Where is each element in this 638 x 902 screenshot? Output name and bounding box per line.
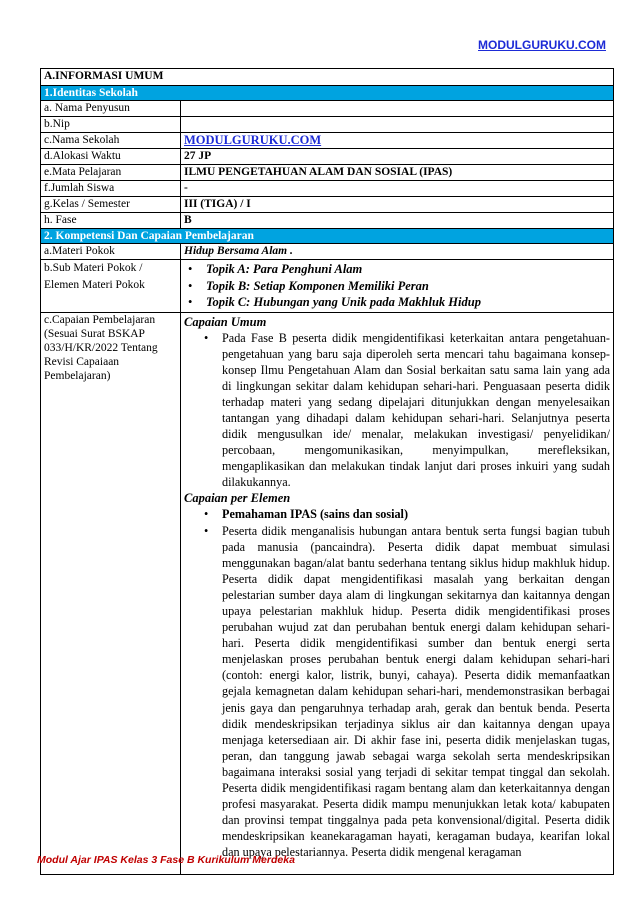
capaian-elemen-list	[184, 506, 610, 860]
identity-label: d.Alokasi Waktu	[41, 149, 181, 165]
materi-pokok-value: Hidup Bersama Alam .	[181, 244, 614, 260]
identity-label: a. Nama Penyusun	[41, 101, 181, 117]
identity-value: B	[181, 213, 614, 229]
capaian-label: c.Capaian Pembelajaran (Sesuai Surat BSKAP 033/H/KR/2022 Tentang Revisi Capaiaan Pembelajaran)	[41, 312, 181, 874]
identity-value: 27 JP	[181, 149, 614, 165]
identity-title: 1.Identitas Sekolah	[41, 86, 614, 101]
identity-value: III (TIGA) / I	[181, 197, 614, 213]
sub-materi-row	[41, 260, 614, 313]
capaian-umum-text: • Pada Fase B peserta didik mengidentifikasi keterkaitan antara pengetahuan- pengetahuan yang baru saja diperoleh serta mencari tahu bagaimana konsep- konsep Ilmu Pengetahuan Alam dan Sosial berkaitan satu sama lain yang ada di lingkungan sekitar dalam kehidupan sehari-hari. Penguasaan peserta didik terhadap materi yang sedang dipelajari ditunjukkan dengan menyelesaikan tantangan yang dihadapi dalam kehidupan sehari-hari. Selanjutnya peserta didik mengusulkan ide/ menalar, melakukan investigasi/ penyelidikan/ percobaan, mengomunikasikan, menyimpulkan, merefleksikan, mengaplikasikan dan melakukan tindak lanjut dari proses inkuiri yang sudah dilakukannya.	[222, 330, 610, 491]
capaian-umum-list	[184, 330, 610, 491]
footer-text: Modul Ajar IPAS Kelas 3 Fase B Kurikulum Merdeka	[37, 854, 295, 866]
identity-value	[181, 101, 614, 117]
topic-list	[184, 261, 610, 311]
section-a-title: A.INFORMASI UMUM	[41, 69, 614, 86]
identity-row	[41, 181, 614, 197]
capaian-cell	[181, 312, 614, 874]
section-a-row	[41, 69, 614, 86]
competency-header-row	[41, 229, 614, 244]
identity-row	[41, 149, 614, 165]
school-name-link[interactable]: MODULGURUKU.COM	[181, 133, 614, 149]
identity-label: g.Kelas / Semester	[41, 197, 181, 213]
identity-row	[41, 117, 614, 133]
capaian-elemen-title: Capaian per Elemen	[184, 491, 291, 506]
identity-label: h. Fase	[41, 213, 181, 229]
identity-row	[41, 101, 614, 117]
identity-row	[41, 133, 614, 149]
identity-row	[41, 213, 614, 229]
elemen-heading: • Pemahaman IPAS (sains dan sosial)	[222, 506, 610, 522]
topics-cell	[181, 260, 614, 313]
sub-materi-label-line: b.Sub Materi Pokok /	[44, 262, 143, 274]
identity-row	[41, 197, 614, 213]
identity-value	[181, 117, 614, 133]
capaian-row	[41, 312, 614, 874]
topic-item: • Topik A: Para Penghuni Alam	[206, 261, 610, 278]
identity-row	[41, 165, 614, 181]
identity-label: f.Jumlah Siswa	[41, 181, 181, 197]
topic-item: • Topik B: Setiap Komponen Memiliki Peran	[206, 278, 610, 295]
identity-label: b.Nip	[41, 117, 181, 133]
site-link[interactable]: MODULGURUKU.COM	[478, 38, 606, 52]
information-table	[40, 68, 614, 875]
topic-item: • Topik C: Hubungan yang Unik pada Makhluk Hidup	[206, 294, 610, 311]
elemen-text: • Peserta didik menganalisis hubungan antara bentuk serta fungsi bagian tubuh pada manusia (pancaindra). Peserta didik dapat membuat simulasi menggunakan bagan/alat bantu sederhana tentang siklus hidup makhluk hidup. Peserta didik dapat mengidentifikasi masalah yang berkaitan dengan pelestarian sumber daya alam di lingkungan sekitarnya dan kaitannya dengan upaya pelestarian makhluk hidup. Peserta didik mengidentifikasi proses perubahan wujud zat dan perubahan bentuk energi dalam kehidupan sehari-hari. Peserta didik mengidentifikasi sumber dan bentuk energi serta menjelaskan proses perubahan bentuk energi dalam kehidupan sehari-hari (contoh: energi kalor, listrik, bunyi, cahaya). Peserta didik memanfaatkan gejala kemagnetan dalam kehidupan sehari-hari, mendemonstrasikan berbagai jenis gaya dan pengaruhnya terhadap arah, gerak dan bentuk benda. Peserta didik mendeskripsikan terjadinya siklus air dan kaitannya dengan upaya menjaga ketersediaan air. Di akhir fase ini, peserta didik menjelaskan tugas, peran, dan tanggung jawab sebagai warga sekolah serta mendeskripsikan bagaimana interaksi sosial yang terjadi di sekitar tempat tinggal dan sekolah. Peserta didik mengidentifikasi ragam bentang alam dan keterkaitannya dengan profesi masyarakat. Peserta didik mampu menunjukkan letak kota/ kabupaten dan provinsi tempat tinggalnya pada peta konvensional/digital. Peserta didik mendeskripsikan keanekaragaman hayati, keragaman budaya, kearifan lokal dan upaya pelestariannya. Peserta didik mengenal keragaman	[222, 523, 610, 861]
identity-value: ILMU PENGETAHUAN ALAM DAN SOSIAL (IPAS)	[181, 165, 614, 181]
materi-pokok-row	[41, 244, 614, 260]
materi-pokok-label: a.Materi Pokok	[41, 244, 181, 260]
sub-materi-label-line: Elemen Materi Pokok	[44, 279, 145, 291]
identity-label: e.Mata Pelajaran	[41, 165, 181, 181]
identity-value: -	[181, 181, 614, 197]
sub-materi-label	[41, 260, 181, 313]
identity-label: c.Nama Sekolah	[41, 133, 181, 149]
identity-header-row	[41, 86, 614, 101]
competency-title: 2. Kompetensi Dan Capaian Pembelajaran	[41, 229, 614, 244]
capaian-umum-title: Capaian Umum	[184, 314, 267, 329]
